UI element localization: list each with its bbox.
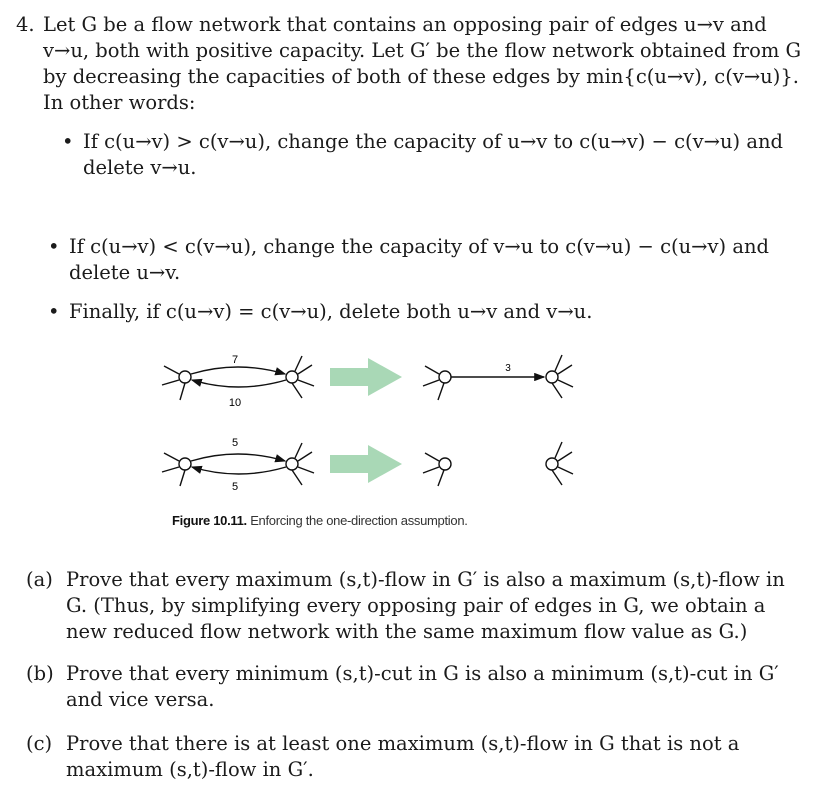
edge-label-bottom: 5 — [231, 481, 239, 493]
edge-u-v — [191, 367, 285, 374]
figure-caption — [172, 513, 468, 528]
part-item — [26, 731, 806, 783]
part-item — [26, 567, 806, 645]
edge-v-u — [192, 380, 286, 387]
problem-statement — [16, 12, 806, 116]
bullet-dot-icon: • — [48, 235, 60, 258]
figure-diagram — [140, 340, 620, 520]
node-v-icon — [546, 442, 573, 485]
problem-number: 4. — [16, 13, 35, 36]
row1-opposing-pair — [162, 354, 314, 409]
edge-label-top: 7 — [231, 354, 239, 366]
part-text: Prove that there is at least one maximum (s,t)-flow in G that is not a maximum (s,t)-flow in G′. — [66, 732, 740, 781]
transform-arrow-icon — [330, 358, 402, 396]
row2-no-edge — [423, 442, 573, 486]
edge-label-bottom: 10 — [228, 397, 242, 409]
node-v-icon — [286, 356, 314, 398]
figure-caption-label: Figure 10.11. — [172, 513, 247, 528]
part-text: Prove that every maximum (s,t)-flow in G′ is also a maximum (s,t)-flow in G. (Thus, by simplifying every opposing pair of edges in G, we obtain a new reduced flow network with the same maximum flow value as G.) — [66, 568, 785, 643]
bullet-item — [48, 234, 798, 286]
part-label: (a) — [26, 568, 53, 591]
bullet-dot-icon: • — [62, 130, 74, 153]
transform-arrow-icon — [330, 445, 402, 483]
bullet-text: If c(u→v) > c(v→u), change the capacity of u→v to c(u→v) − c(v→u) and delete v→u. — [83, 130, 783, 179]
part-item — [26, 661, 806, 713]
edge-v-u — [192, 467, 286, 474]
figure-caption-text: Enforcing the one-direction assumption. — [250, 513, 468, 528]
bullet-dot-icon: • — [48, 300, 60, 323]
part-text: Prove that every minimum (s,t)-cut in G is also a minimum (s,t)-cut in G′ and vice versa. — [66, 662, 779, 711]
node-u-icon — [162, 366, 191, 400]
edge-label-result: 3 — [505, 363, 511, 374]
part-label: (c) — [26, 732, 53, 755]
edge-u-v — [191, 454, 285, 461]
row2-opposing-pair — [162, 437, 314, 493]
node-v-icon — [286, 443, 314, 485]
bullet-item — [48, 299, 798, 325]
bullet-text: If c(u→v) < c(v→u), change the capacity of v→u to c(v→u) − c(u→v) and delete u→v. — [69, 235, 769, 284]
node-u-icon — [423, 453, 451, 486]
node-u-icon — [162, 453, 191, 486]
row1-reduced-edge — [423, 355, 573, 400]
node-v-icon — [546, 355, 573, 398]
bullet-text: Finally, if c(u→v) = c(v→u), delete both u→v and v→u. — [69, 300, 593, 323]
node-u-icon — [423, 366, 451, 400]
part-label: (b) — [26, 662, 54, 685]
problem-intro: Let G be a flow network that contains an opposing pair of edges u→v and v→u, both with positive capacity. Let G′ be the flow network obtained from G by decreasing the capacities of both of these edges by min{c(u→v), c(v→u)}. In other words: — [43, 13, 802, 114]
edge-label-top: 5 — [231, 437, 239, 449]
bullet-item — [62, 129, 802, 181]
